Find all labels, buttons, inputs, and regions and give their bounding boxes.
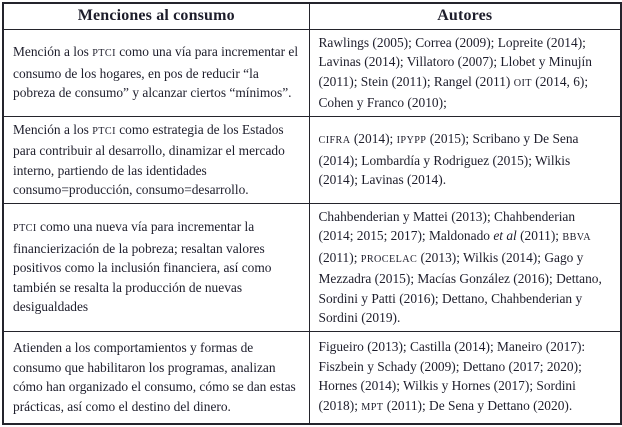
column-header-menciones: Menciones al consumo	[3, 3, 309, 29]
text-segment: Mención a los	[13, 121, 93, 137]
table-row-2	[3, 116, 621, 203]
text-segment: PTCI	[92, 125, 116, 137]
text-segment: (2011);	[318, 249, 361, 265]
text-segment: (2013); Wilkis (2014); Gago y Mezzadra (2015); Macías González (2016); Dettano, Sordini y Patti (2016); Dettano, Chahbenderian y Sordini (2019).	[318, 249, 602, 325]
text-segment: (2011);	[516, 228, 563, 243]
mencion-cell-3	[3, 203, 309, 331]
text-segment: MPT	[361, 401, 384, 413]
text-segment: como una vía para incrementar el consumo de los hogares, en pos de reducir “la pobreza de consumo” y alcanzar ciertos “mínimos”.	[13, 44, 299, 101]
text-segment: PROCELAC	[360, 253, 418, 265]
table-row-4	[3, 331, 621, 424]
text-segment: et al	[493, 228, 517, 243]
text-segment: PTCI	[13, 223, 37, 235]
mencion-cell-4	[3, 331, 309, 424]
text-segment: (2014, 6); Cohen y Franco (2010);	[318, 73, 589, 110]
consumo-autores-table	[2, 2, 622, 425]
text-segment: CIFRA	[318, 135, 351, 147]
header-row	[3, 3, 621, 29]
mencion-cell-2	[3, 116, 309, 203]
text-segment: OIT	[513, 77, 532, 89]
autores-cell-3	[309, 203, 621, 331]
column-header-autores: Autores	[309, 3, 621, 29]
text-segment: como estrategia de los Estados para contribuir al desarrollo, dinamizar el mercado interno, partiendo de las identidades consumo=producción, consumo=desarrollo.	[13, 121, 285, 197]
table-row-1	[3, 29, 621, 116]
text-segment: (2015); Scribano y De Sena (2014); Lombardía y Rodriguez (2015); Wilkis (2014); Lavinas (2014).	[318, 131, 579, 188]
text-segment: (2011); De Sena y Dettano (2020).	[383, 397, 573, 413]
text-segment: Figueiro (2013); Castilla (2014); Maneiro (2017): Fiszbein y Schady (2009); Dettano (2017; 2020); Hornes (2014); Wilkis y Hornes (2017); Sordini (2018);	[318, 339, 586, 413]
table-row-3	[3, 203, 621, 331]
text-segment: Rawlings (2005); Correa (2009); Lopreite (2014); Lavinas (2014); Villatoro (2007); Llobet y Minujín (2011); Stein (2011); Rangel (2011)	[318, 34, 592, 89]
text-segment: Chahbenderian y Mattei (2013); Chahbenderian (2014; 2015; 2017); Maldonado	[318, 208, 576, 243]
autores-cell-2	[309, 116, 621, 203]
autores-cell-1	[309, 29, 621, 116]
autores-cell-4	[309, 331, 621, 424]
text-segment: como una nueva vía para incrementar la financierización de la pobreza; resaltan valores positivos como la inclusión financiera, así como también se resalta la producción de nuevas desigualdades	[13, 219, 272, 315]
text-segment: IPYPP	[396, 135, 427, 147]
text-segment: Mención a los	[13, 44, 93, 60]
text-segment: PTCI	[92, 48, 116, 60]
text-segment: BBVA	[562, 232, 591, 243]
text-segment: Atienden a los comportamientos y formas de consumo que habilitaron los programas, analizan cómo han organizado el consumo, cómo se dan estas prácticas, así como el destino del dinero.	[13, 340, 296, 414]
text-segment: (2014);	[350, 131, 397, 147]
mencion-cell-1	[3, 29, 309, 116]
